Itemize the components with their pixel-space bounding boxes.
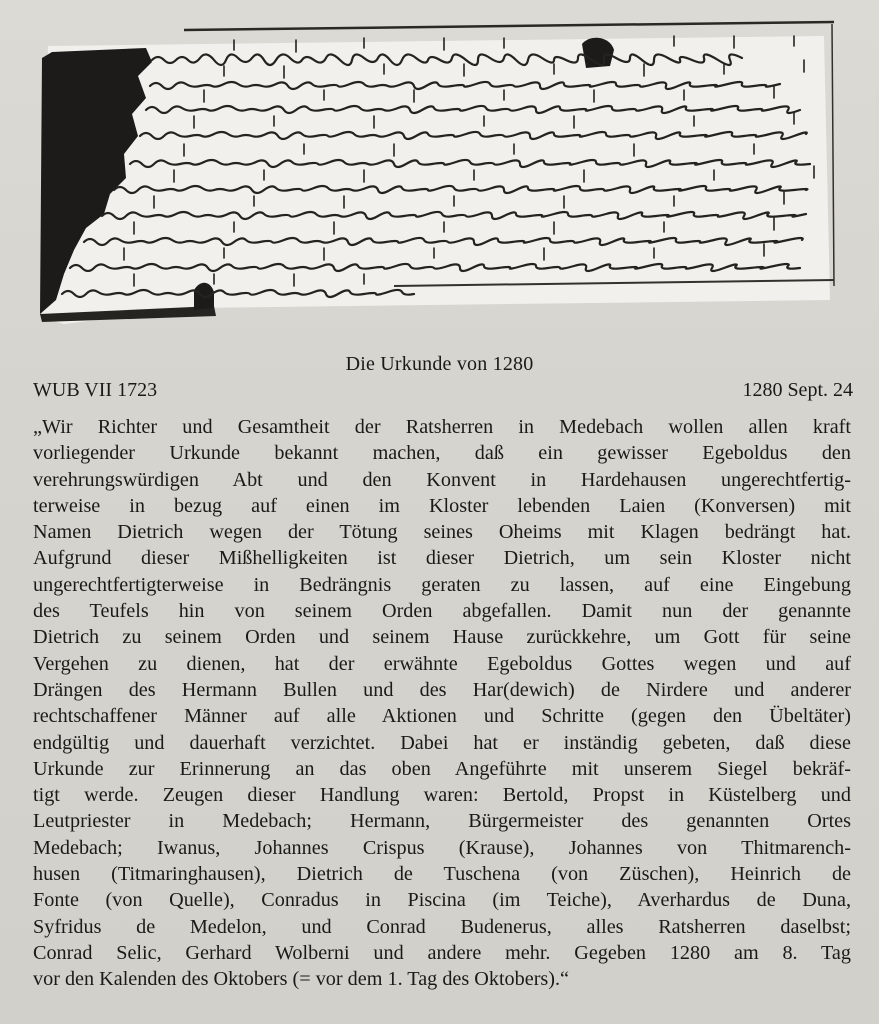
text-line: Medebach; Iwanus, Johannes Crispus (Krause), Johannes von Thitmarench- [33,836,851,859]
text-line: Dietrich zu seinem Orden und seinem Hause zurückkehre, um Gott für seine [33,626,851,649]
text-line: ungerechtfertigterweise in Bedrängnis geraten zu lassen, auf eine Eingebung [33,573,851,596]
text-line: verehrungswürdigen Abt und den Konvent in Hardehausen ungerechtfertig- [33,468,851,491]
text-line: Leutpriester in Medebach; Hermann, Bürgermeister des genannten Ortes [33,810,851,833]
document-date: 1280 Sept. 24 [742,379,853,401]
text-line: husen (Titmaringhausen), Dietrich de Tuschena (von Züschen), Heinrich de [33,863,851,886]
text-line: „Wir Richter und Gesamtheit der Ratsherren in Medebach wollen allen kraft [33,416,851,438]
text-line: Fonte (von Quelle), Conradus in Piscina (im Teiche), Averhardus de Duna, [33,889,851,912]
text-line: Namen Dietrich wegen der Tötung seines Oheims mit Klagen bedrängt hat. [33,521,851,544]
text-line: tigt werde. Zeugen dieser Handlung waren: Bertold, Propst in Küstelberg und [33,784,851,807]
text-line: des Teufels hin von seinem Orden abgefallen. Damit nun der genannte [33,600,851,623]
text-line: Conrad Selic, Gerhard Wolberni und andere mehr. Gegeben 1280 am 8. Tag [33,941,851,964]
text-line: Aufgrund dieser Mißhelligkeiten ist dieser Dietrich, um sein Kloster nicht [33,547,851,570]
figure-caption: Die Urkunde von 1280 [345,353,534,375]
document-reference-row [33,379,853,405]
text-line: Drängen des Hermann Bullen und des Har(dewich) de Nirdere und anderer [33,678,851,701]
text-line: vorliegender Urkunde bekannt machen, daß ein gewisser Egeboldus den [33,442,851,465]
text-line: rechtschaffener Männer auf alle Aktionen und Schritte (gegen den Übeltäter) [33,705,851,728]
text-line: terweise in bezug auf einen im Kloster lebenden Laien (Konversen) mit [33,494,851,517]
translation-text [33,414,851,993]
manuscript-facsimile [34,18,840,324]
text-line: vor den Kalenden des Oktobers (= vor dem 1. Tag des Oktobers).“ [33,968,570,991]
text-line: Urkunde zur Erinnerung an das oben Angeführte mit unserem Siegel bekräf- [33,757,851,780]
source-reference: WUB VII 1723 [33,379,158,401]
text-line: Vergehen zu dienen, hat der erwähnte Egeboldus Gottes wegen und auf [33,652,851,675]
text-line: Syfridus de Medelon, und Conrad Budenerus, alles Ratsherren daselbst; [33,915,851,938]
text-line: endgültig und dauerhaft verzichtet. Dabei hat er inständig gebeten, daß diese [33,731,851,754]
